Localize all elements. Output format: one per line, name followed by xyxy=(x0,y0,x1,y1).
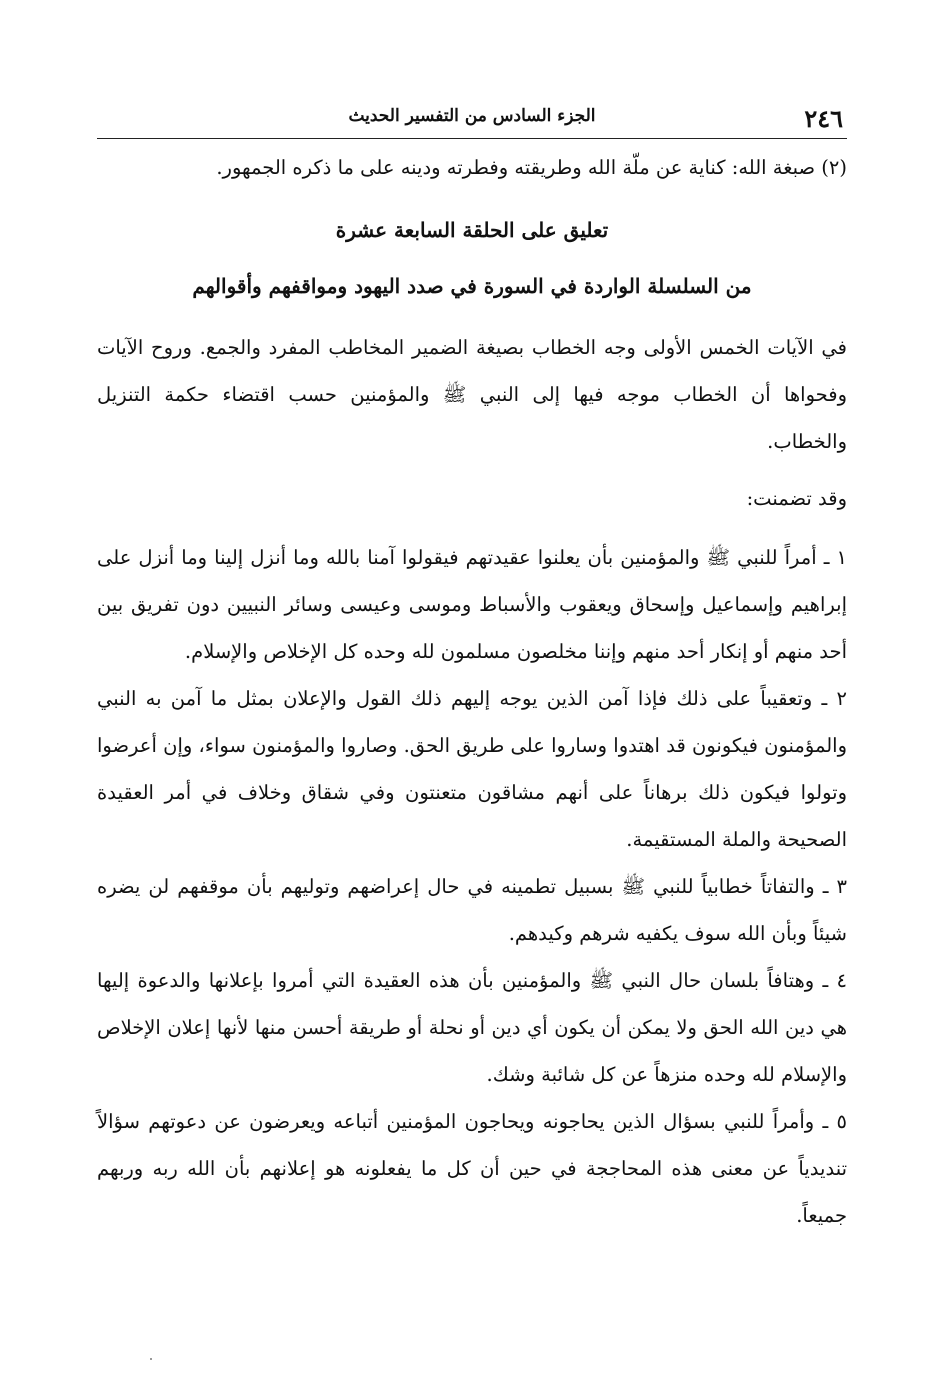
scan-speck xyxy=(150,1358,152,1360)
page-header xyxy=(97,98,847,139)
page-number: ٢٤٦ xyxy=(804,104,843,133)
point-4: ٤ ـ وهتافاً بلسان حال النبي ﷺ والمؤمنين بأن هذه العقيدة التي أمروا بإعلانها والدعوة إليها هي دين الله الحق ولا يمكن أن يكون أي دين أو نحلة أو طريقة أحسن منها لأنها إعلان الإخلاص والإسلام لله وحده منزهاً عن كل شائبة وشك. xyxy=(97,969,847,1086)
point-1: ١ ـ أمراً للنبي ﷺ والمؤمنين بأن يعلنوا عقيدتهم فيقولوا آمنا بالله وما أنزل إلينا وما أنزل على إبراهيم وإسماعيل وإسحاق ويعقوب والأسباط وموسى وعيسى وسائر النبيين دون تفريق بين أحد منهم أو إنكار أحد منهم وإننا مخلصون مسلمون لله وحده كل الإخلاص والإسلام. xyxy=(97,546,847,663)
section-title: تعليق على الحلقة السابعة عشرة xyxy=(335,218,609,242)
running-title: الجزء السادس من التفسير الحديث xyxy=(348,106,596,126)
point-5: ٥ ـ وأمراً للنبي بسؤال الذين يحاجونه ويحاجون المؤمنين أتباعه ويعرضون عن دعوتهم سؤالاً تنديدياً عن معنى هذه المحاججة في حين أن كل ما يفعلونه هو إعلانهم بأن الله ربه وربهم جميعاً. xyxy=(97,1110,847,1227)
contains-label: وقد تضمنت: xyxy=(746,487,847,510)
footnote: (٢) صبغة الله: كناية عن ملّة الله وطريقته وفطرته ودينه على ما ذكره الجمهور. xyxy=(216,156,847,179)
point-3: ٣ ـ والتفاتاً خطابياً للنبي ﷺ بسبيل تطمينه في حال إعراضهم وتوليهم بأن موقفهم لن يضره شيئاً وبأن الله سوف يكفيه شرهم وكيدهم. xyxy=(97,875,847,945)
intro-paragraph: في الآيات الخمس الأولى وجه الخطاب بصيغة الضمير المخاطب المفرد والجمع. وروح الآيات وفحواها أن الخطاب موجه فيها إلى النبي ﷺ والمؤمنين حسب اقتضاء حكمة التنزيل والخطاب. xyxy=(97,336,847,453)
point-2: ٢ ـ وتعقيباً على ذلك فإذا آمن الذين يوجه إليهم ذلك القول والإعلان بمثل ما آمن به النبي والمؤمنون فيكونون قد اهتدوا وساروا على طريق الحق. وصاروا والمؤمنون سواء، وإن أعرضوا وتولوا فيكون ذلك برهاناً على أنهم مشاقون متعنتون وفي شقاق وخلاف في أمر العقيدة الصحيحة والملة المستقيمة. xyxy=(97,687,847,851)
page-body xyxy=(97,145,847,1239)
section-subtitle: من السلسلة الواردة في السورة في صدد اليهود ومواقفهم وأقوالهم xyxy=(192,274,752,298)
